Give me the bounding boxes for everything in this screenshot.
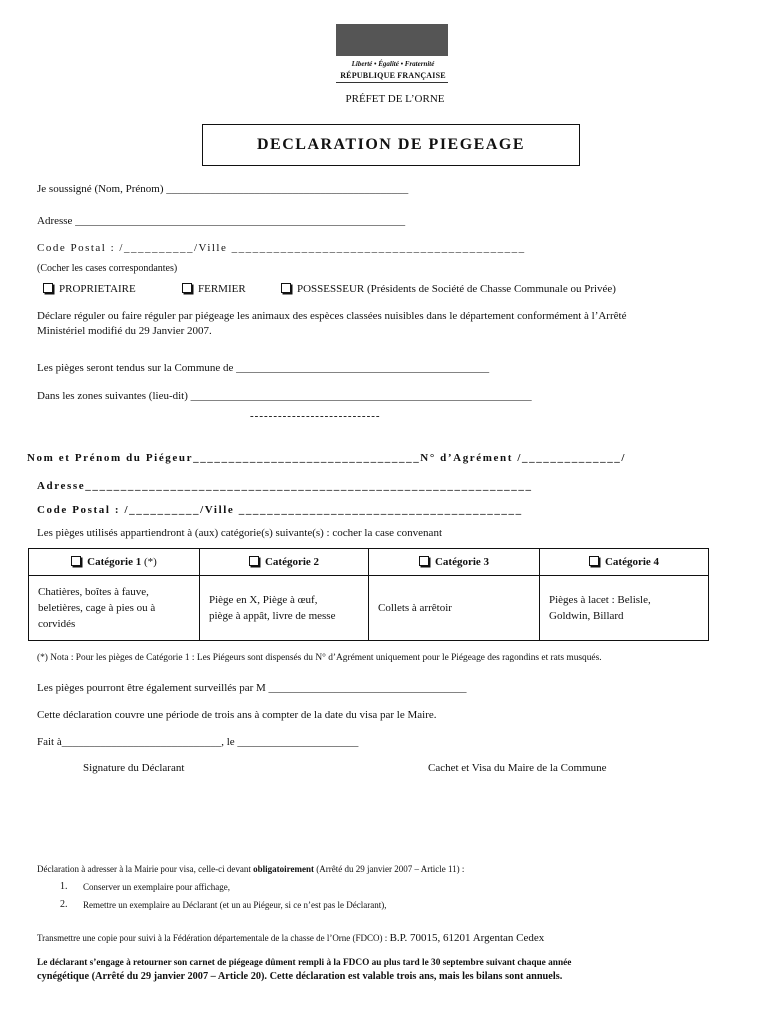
signature-declarant-label: Signature du Déclarant — [83, 762, 185, 774]
categories-intro: Les pièges utilisés appartiendront à (aux) catégorie(s) suivante(s) : cocher la case convenant — [37, 527, 442, 539]
field-piegeur-code-postal[interactable]: Code Postal : /__________/Ville ________________________________________ — [37, 504, 523, 516]
checkbox-icon[interactable] — [43, 283, 53, 293]
category-header[interactable]: Catégorie 2 — [200, 549, 369, 576]
adresser-text: Déclaration à adresser à la Mairie pour visa, celle-ci devant obligatoirement (Arrêté du 29 janvier 2007 – Article 11) : — [37, 864, 465, 874]
option-possesseur[interactable]: POSSESSEUR (Présidents de Société de Chasse Communale ou Privée) — [281, 283, 616, 295]
prefet-heading: PRÉFET DE L’ORNE — [345, 93, 445, 105]
periode-text: Cette déclaration couvre une période de trois ans à compter de la date du visa par le Maire. — [37, 709, 437, 721]
option-fermier[interactable]: FERMIER — [182, 283, 246, 295]
logo-divider — [336, 82, 448, 83]
checkbox-icon[interactable] — [249, 556, 259, 566]
checkbox-icon[interactable] — [589, 556, 599, 566]
engagement-text-2: cynégétique (Arrêté du 29 janvier 2007 – Article 20). Cette déclaration est valable trois ans, mais les bilans sont annuels. — [37, 971, 563, 982]
field-piegeur-nom[interactable]: Nom et Prénom du Piégeur________________________________N° d’Agrément /______________/ — [27, 452, 627, 464]
category-description: Collets à arrêtoir — [369, 576, 540, 641]
option-proprietaire[interactable]: PROPRIETAIRE — [43, 283, 136, 295]
field-fait[interactable]: Fait à_____________________________, le ______________________ — [37, 736, 359, 748]
category-description: Chatières, boîtes à fauve, beletières, cage à pies ou à corvidés — [29, 576, 200, 641]
logo-republic: RÉPUBLIQUE FRANÇAISE — [340, 71, 446, 80]
field-piegeur-adresse[interactable]: Adresse_______________________________________________________________ — [37, 480, 533, 492]
list-item-number: 1. — [60, 881, 68, 892]
category-description: Piège en X, Piège à œuf, piège à appât, livre de messe — [200, 576, 369, 641]
category-header[interactable]: Catégorie 3 — [369, 549, 540, 576]
field-surveilles[interactable]: Les pièges pourront être également surveillés par M ____________________________________ — [37, 682, 467, 694]
field-adresse[interactable]: Adresse ____________________________________________________________ — [37, 215, 406, 227]
transmettre-text: Transmettre une copie pour suivi à la Fédération départementale de la chasse de l’Orne (FDCO) : B.P. 70015, 61201 Argentan Cedex — [37, 932, 545, 944]
marianne-logo — [336, 24, 448, 56]
categories-table — [28, 548, 709, 641]
declare-text-2: Ministériel modifié du 29 Janvier 2007. — [37, 325, 212, 337]
field-commune[interactable]: Les pièges seront tendus sur la Commune de ______________________________________________ — [37, 362, 490, 374]
cachet-maire-label: Cachet et Visa du Maire de la Commune — [428, 762, 607, 774]
list-item: Remettre un exemplaire au Déclarant (et un au Piégeur, si ce n’est pas le Déclarant), — [83, 900, 387, 910]
category-header[interactable]: Catégorie 4 — [540, 549, 709, 576]
declare-text-1: Déclare réguler ou faire réguler par piégeage les animaux des espèces classées nuisibles dans le département conformément à l’Arrêté — [37, 310, 627, 322]
category-description: Pièges à lacet : Belisle, Goldwin, Billard — [540, 576, 709, 641]
list-item-number: 2. — [60, 899, 68, 910]
cocher-hint: (Cocher les cases correspondantes) — [37, 263, 178, 274]
field-code-postal[interactable]: Code Postal : /__________/Ville __________________________________________ — [37, 242, 526, 254]
dashed-separator: ---------------------------- — [250, 410, 381, 422]
engagement-text-1: Le déclarant s’engage à retourner son carnet de piégeage dûment rempli à la FDCO au plus tard le 30 septembre suivant chaque année — [37, 958, 572, 968]
field-soussigne[interactable]: Je soussigné (Nom, Prénom) ____________________________________________ — [37, 183, 409, 195]
checkbox-icon[interactable] — [281, 283, 291, 293]
title-box — [202, 124, 580, 166]
checkbox-icon[interactable] — [182, 283, 192, 293]
list-item: Conserver un exemplaire pour affichage, — [83, 882, 231, 892]
checkbox-icon[interactable] — [419, 556, 429, 566]
nota-text: (*) Nota : Pour les pièges de Catégorie 1 : Les Piégeurs sont dispensés du N° d’Agrément uniquement pour le Piégeage des ragondins et rats musqués. — [37, 653, 602, 663]
category-header[interactable]: Catégorie 1 (*) — [29, 549, 200, 576]
logo-motto: Liberté • Égalité • Fraternité — [351, 60, 435, 68]
page-title: DECLARATION DE PIEGEAGE — [256, 136, 525, 153]
checkbox-icon[interactable] — [71, 556, 81, 566]
field-zones[interactable]: Dans les zones suivantes (lieu-dit) ______________________________________________________________ — [37, 390, 532, 402]
